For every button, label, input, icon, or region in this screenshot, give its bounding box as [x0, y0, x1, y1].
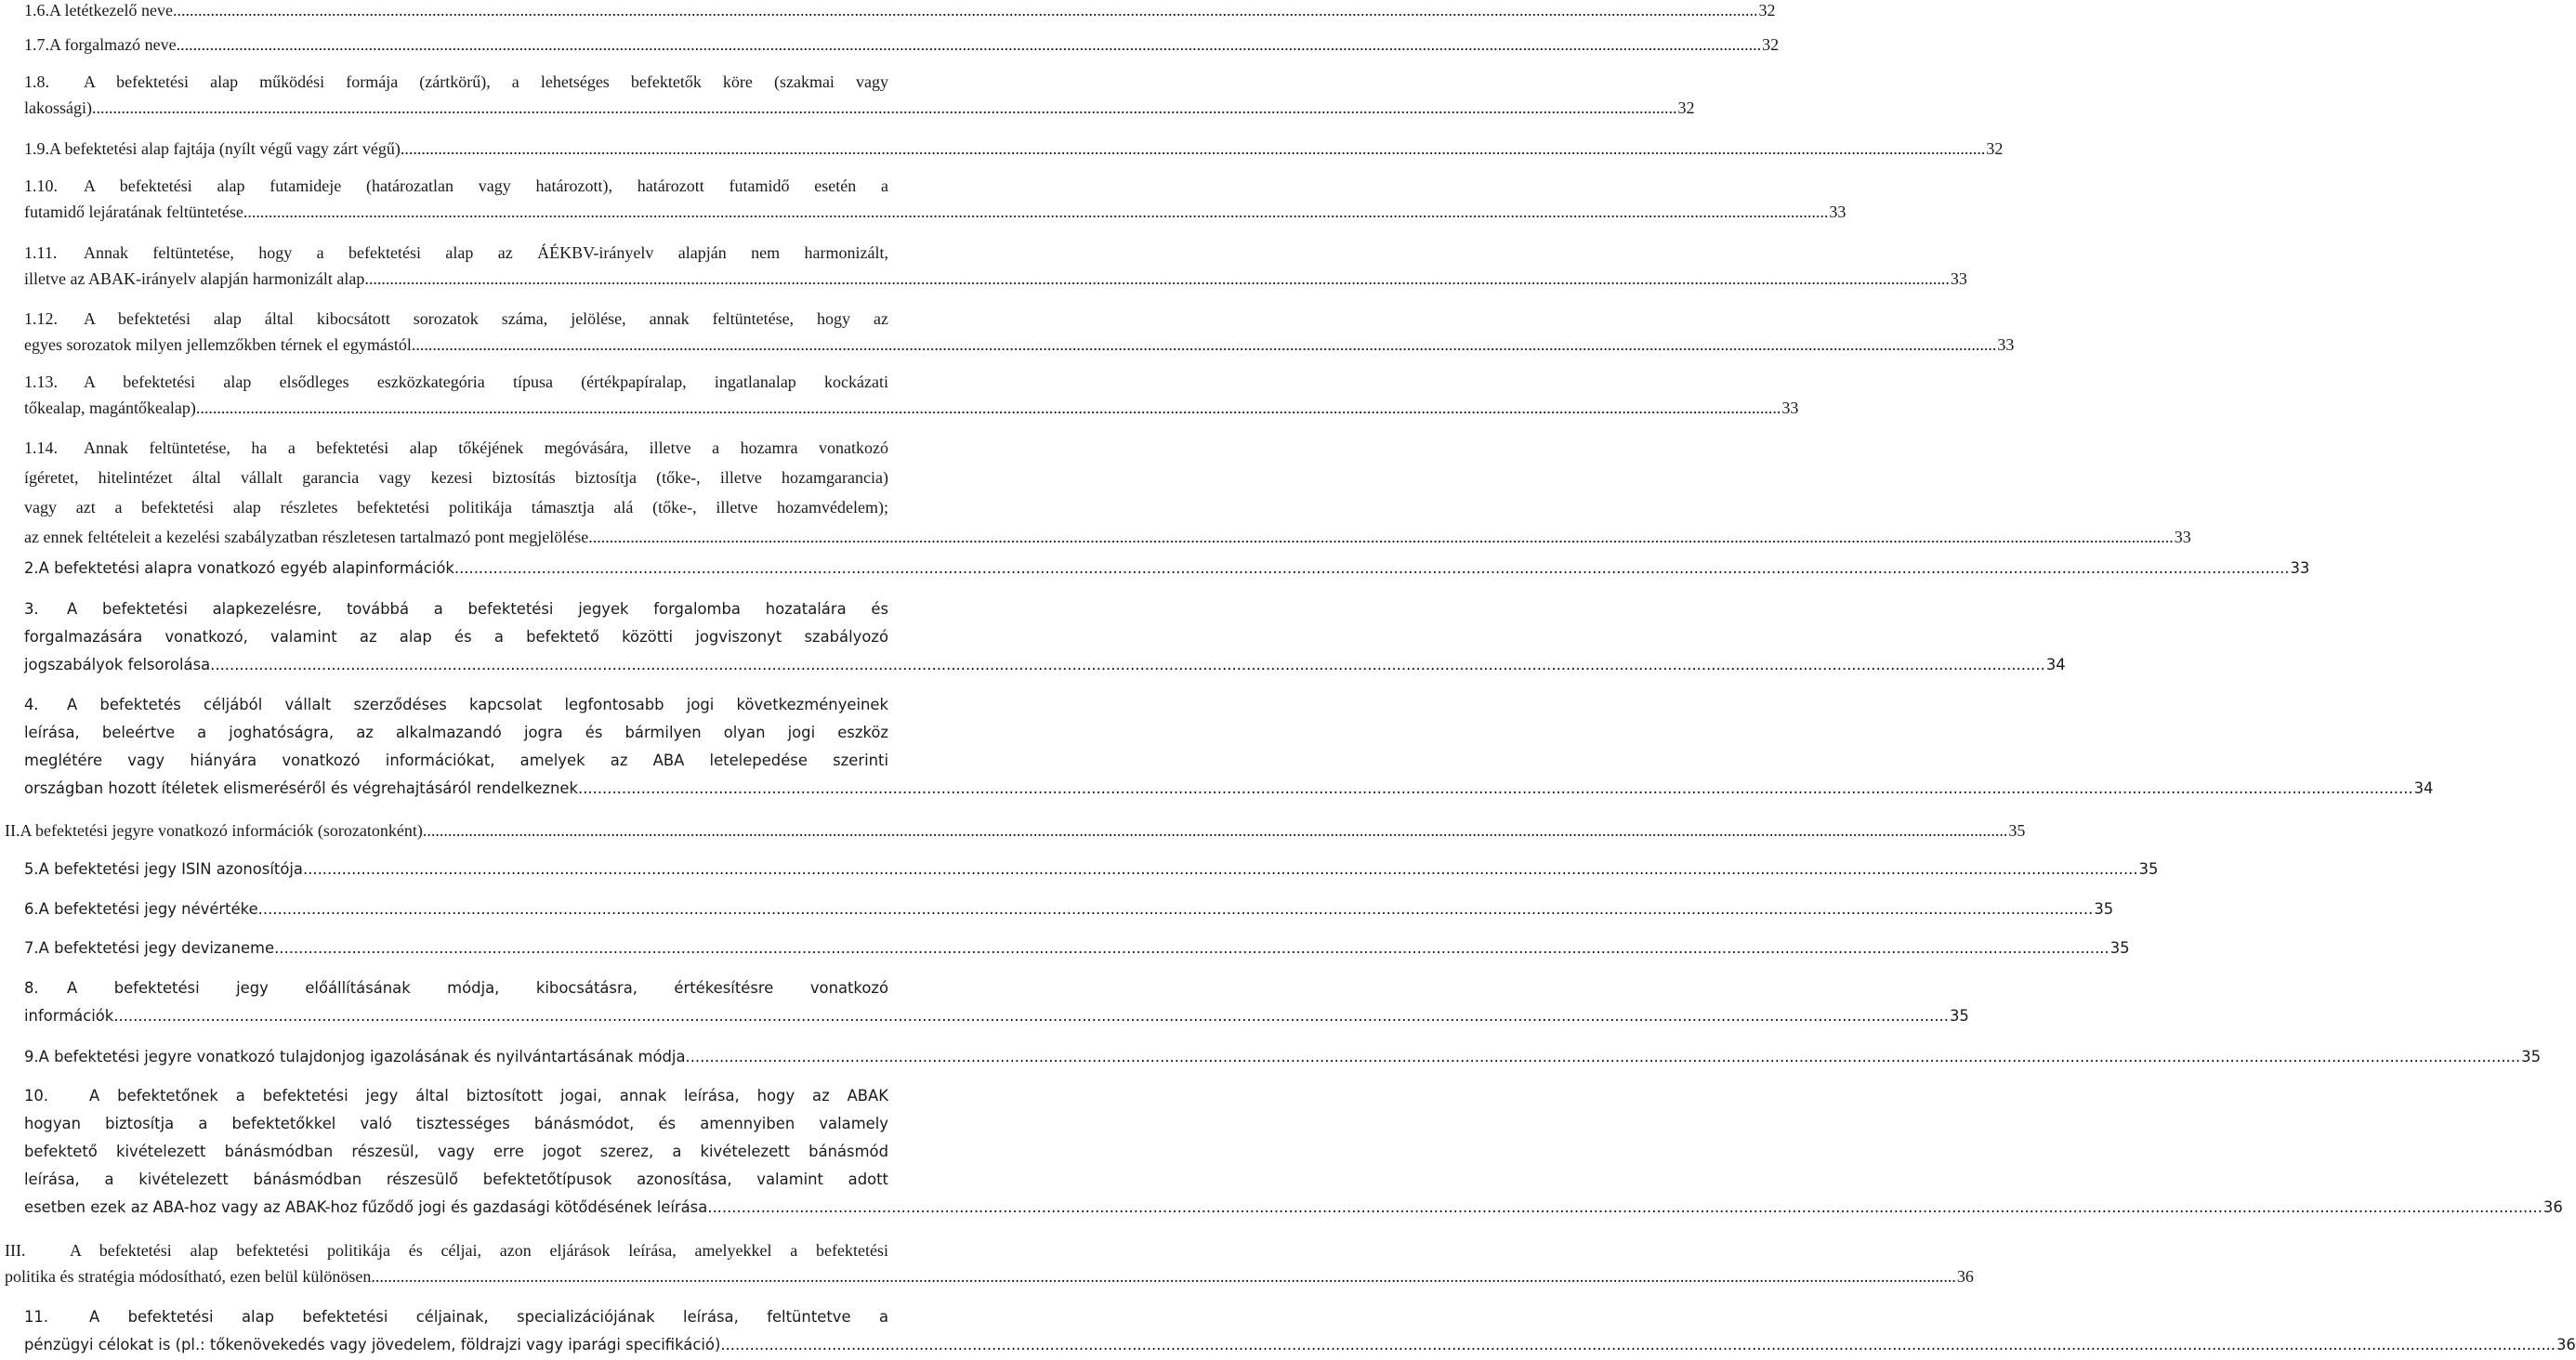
toc-title: A forgalmazó neve: [49, 35, 177, 54]
toc-entry-1-8[interactable]: [24, 69, 1695, 121]
toc-title-line: meglétére vagy hiányára vonatkozó információkat, amelyek az ABA letelepedése szerinti: [24, 752, 888, 769]
toc-number: 1.7.: [24, 35, 49, 54]
toc-title-line: lakossági) ..... 32: [24, 95, 888, 121]
toc-title: A befektetési alap fajtája (nyílt végű vagy zárt végű): [49, 139, 401, 158]
toc-page-number: 35: [2138, 860, 2159, 878]
toc-page-number: 32: [1758, 1, 1776, 20]
toc-leader: [196, 395, 1781, 421]
toc-title-line: 3. A befektetési alapkezelésre, továbbá a befektetési jegyek forgalomba hozatalára és: [24, 595, 888, 623]
toc-title-line: esetben ezek az ABA-hoz vagy az ABAK-hoz fűződő jogi és gazdasági kötődésének leírása ..... 36: [24, 1194, 888, 1222]
toc-page-number: 36: [2543, 1198, 2563, 1216]
toc-page-number: 36: [1956, 1267, 1974, 1286]
toc-title: A befektetési alapra vonatkozó egyéb alapinformációk: [38, 559, 454, 577]
toc-number: 4.: [24, 696, 39, 713]
toc-title-line: hogyan biztosítja a befektetőkkel való tisztességes bánásmódot, és amennyiben valamely: [24, 1115, 888, 1132]
toc-title-line: információk ..... 35: [24, 1002, 888, 1030]
toc-title-line: 8. A befektetési jegy előállításának módja, kibocsátásra, értékesítésre vonatkozó: [24, 974, 888, 1002]
toc-title-line: 1.12. A befektetési alap által kibocsátott sorozatok száma, jelölése, annak feltüntetése, hogy az: [24, 306, 888, 332]
toc-leader: [113, 1002, 1949, 1030]
toc-page-number: 33: [1950, 269, 1967, 288]
toc-title-line: befektető kivételezett bánásmódban részesül, vagy erre jogot szerez, a kivételezett bánásmód: [24, 1143, 888, 1160]
toc-title: A befektetési jegy névértéke: [38, 900, 258, 918]
toc-page-number: 35: [1949, 1007, 1969, 1025]
toc-entry-1-7[interactable]: [24, 32, 1780, 58]
toc-page-number: 35: [2094, 900, 2114, 918]
toc-entry-4[interactable]: [24, 691, 2434, 803]
toc-leader: [423, 817, 2008, 843]
toc-title-line: ígéretet, hitelintézet által vállalt garancia vagy kezesi biztosítás biztosítja (tőke-, illetve hozamgarancia): [24, 468, 888, 487]
toc-page-number: 32: [1986, 139, 2004, 158]
toc-number: 5.: [24, 860, 39, 878]
toc-leader: [401, 136, 1986, 162]
toc-entry-II[interactable]: [5, 817, 2026, 843]
toc-number: 1.8.: [24, 72, 49, 91]
toc-number: 6.: [24, 900, 39, 918]
toc-title-line: pénzügyi célokat is (pl.: tőkenövekedés vagy jövedelem, földrajzi vagy iparági specifikáció) ..... 36: [24, 1331, 888, 1359]
toc-leader: [210, 651, 2045, 679]
toc-entry-1-11[interactable]: [24, 240, 1967, 292]
toc-page-number: 34: [2045, 656, 2066, 673]
toc-title-line: III. A befektetési alap befektetési politikája és céljai, azon eljárások leírása, amelyekkel a befektetési: [5, 1237, 888, 1263]
toc-page-number: 35: [2109, 939, 2130, 957]
toc-entry-1-13[interactable]: [24, 369, 1799, 421]
toc-leader: [303, 856, 2138, 883]
toc-leader: [371, 1263, 1956, 1289]
toc-title-line: 1.13. A befektetési alap elsődleges eszközkategória típusa (értékpapíralap, ingatlanalap kockázati: [24, 369, 888, 395]
toc-entry-11[interactable]: [24, 1303, 2576, 1359]
toc-entry-6[interactable]: [24, 896, 2114, 923]
toc-number: 1.11.: [24, 243, 58, 262]
toc-number: 3.: [24, 600, 39, 618]
toc-title-line: vagy azt a befektetési alap részletes befektetési politikája támasztja alá (tőke-, illetve hozamvédelem);: [24, 498, 888, 517]
toc-leader: [258, 896, 2094, 923]
toc-page-number: 33: [1829, 203, 1847, 221]
toc-leader: [578, 775, 2413, 803]
toc-title-line: politika és stratégia módosítható, ezen belül különösen ..... 36: [5, 1263, 888, 1289]
toc-number: 8.: [24, 979, 39, 997]
toc-title: A befektetési jegyre vonatkozó információk (sorozatonként): [20, 821, 423, 840]
toc-entry-3[interactable]: [24, 595, 2066, 679]
toc-entry-8[interactable]: [24, 974, 1969, 1030]
toc-leader: [243, 199, 1829, 225]
toc-title: A befektetési jegy ISIN azonosítója: [38, 860, 303, 878]
toc-entry-III[interactable]: [5, 1237, 1974, 1289]
toc-title-line: 10. A befektetőnek a befektetési jegy által biztosított jogai, annak leírása, hogy az ABAK: [24, 1082, 888, 1110]
toc-title: A befektetési jegy devizaneme: [38, 939, 275, 957]
toc-title-line: illetve az ABAK-irányelv alapján harmonizált alap ..... 33: [24, 266, 888, 292]
toc-title-line: tőkealap, magántőkealap) ..... 33: [24, 395, 888, 421]
toc-number: III.: [5, 1241, 26, 1260]
toc-title-line: leírása, a kivételezett bánásmódban részesülő befektetőtípusok azonosítása, valamint adott: [24, 1170, 888, 1188]
toc-entry-1-14[interactable]: [24, 433, 2191, 552]
toc-title-line: futamidő lejáratának feltüntetése ..... 33: [24, 199, 888, 225]
toc-number: 1.13.: [24, 373, 58, 391]
toc-leader: [588, 522, 2174, 552]
toc-entry-1-10[interactable]: [24, 173, 1847, 225]
toc-page-number: 35: [2521, 1048, 2541, 1066]
toc-leader: [173, 0, 1758, 23]
toc-leader: [686, 1043, 2521, 1071]
toc-title-line: 1.14. Annak feltüntetése, ha a befektetési alap tőkéjének megóvására, illetve a hozamra vonatkozó: [24, 433, 888, 463]
toc-number: 1.9.: [24, 139, 49, 158]
toc-entry-1-9[interactable]: [24, 136, 2004, 162]
toc-page-number: 33: [1781, 399, 1799, 417]
toc-leader: [707, 1194, 2543, 1222]
toc-title: A letétkezelő neve: [49, 1, 173, 20]
toc-leader: [92, 95, 1677, 121]
toc-page-number: 33: [1997, 335, 2015, 354]
toc-title: A befektetési jegyre vonatkozó tulajdonjog igazolásának és nyilvántartásának módja: [38, 1048, 686, 1066]
toc-number: 2.: [24, 559, 39, 577]
toc-number: 9.: [24, 1048, 39, 1066]
toc-number: 1.12.: [24, 309, 58, 328]
toc-leader: [454, 555, 2290, 582]
toc-entry-1-12[interactable]: [24, 306, 2015, 358]
toc-entry-1-6[interactable]: [24, 0, 1776, 23]
toc-number: II.: [5, 821, 20, 840]
toc-entry-7[interactable]: [24, 935, 2130, 962]
toc-title-line: leírása, beleértve a joghatóságra, az alkalmazandó jogra és bármilyen olyan jogi eszköz: [24, 724, 888, 741]
toc-entry-2[interactable]: [24, 555, 2310, 582]
toc-title-line: országban hozott ítéletek elismeréséről és végrehajtásáról rendelkeznek ..... 34: [24, 775, 888, 803]
toc-title-line: 4. A befektetés céljából vállalt szerződéses kapcsolat legfontosabb jogi következményeinek: [24, 691, 888, 719]
toc-page-number: 33: [2174, 528, 2191, 546]
toc-entry-9[interactable]: [24, 1043, 2541, 1071]
toc-title-line: 1.11. Annak feltüntetése, hogy a befektetési alap az ÁÉKBV-irányelv alapján nem harmonizált,: [24, 240, 888, 266]
toc-title-line: 1.8. A befektetési alap működési formája (zártkörű), a lehetséges befektetők köre (szakmai vagy: [24, 69, 888, 95]
toc-number: 10.: [24, 1087, 49, 1105]
toc-leader: [177, 32, 1762, 58]
toc-number: 1.14.: [24, 438, 58, 457]
toc-page-number: 32: [1762, 35, 1780, 54]
toc-number: 11.: [24, 1308, 49, 1326]
toc-leader: [364, 266, 1950, 292]
toc-title-line: forgalmazására vonatkozó, valamint az alap és a befektető közötti jogviszonyt szabályozó: [24, 628, 888, 646]
toc-entry-5[interactable]: [24, 856, 2159, 883]
toc-page-number: 34: [2413, 779, 2434, 797]
toc-page-number: 32: [1677, 98, 1695, 117]
toc-page-number: 33: [2290, 559, 2310, 577]
toc-title-line: jogszabályok felsorolása ..... 34: [24, 651, 888, 679]
toc-page-number: 35: [2008, 821, 2026, 840]
toc-leader: [274, 935, 2109, 962]
toc-number: 1.6.: [24, 1, 49, 20]
toc-entry-10[interactable]: [24, 1082, 2563, 1222]
toc-title-line: 1.10. A befektetési alap futamideje (határozatlan vagy határozott), határozott futamidő esetén a: [24, 173, 888, 199]
toc-number: 1.10.: [24, 177, 58, 195]
toc-title-line: egyes sorozatok milyen jellemzőkben térnek el egymástól ..... 33: [24, 332, 888, 358]
toc-leader: [720, 1331, 2556, 1359]
toc-leader: [412, 332, 1997, 358]
toc-title-line: 11. A befektetési alap befektetési céljainak, specializációjának leírása, feltüntetve a: [24, 1303, 888, 1331]
toc-number: 7.: [24, 939, 39, 957]
toc-page-number: 36: [2556, 1336, 2576, 1353]
toc-title-line: az ennek feltételeit a kezelési szabályzatban részletesen tartalmazó pont megjelölése ..... 33: [24, 522, 888, 552]
